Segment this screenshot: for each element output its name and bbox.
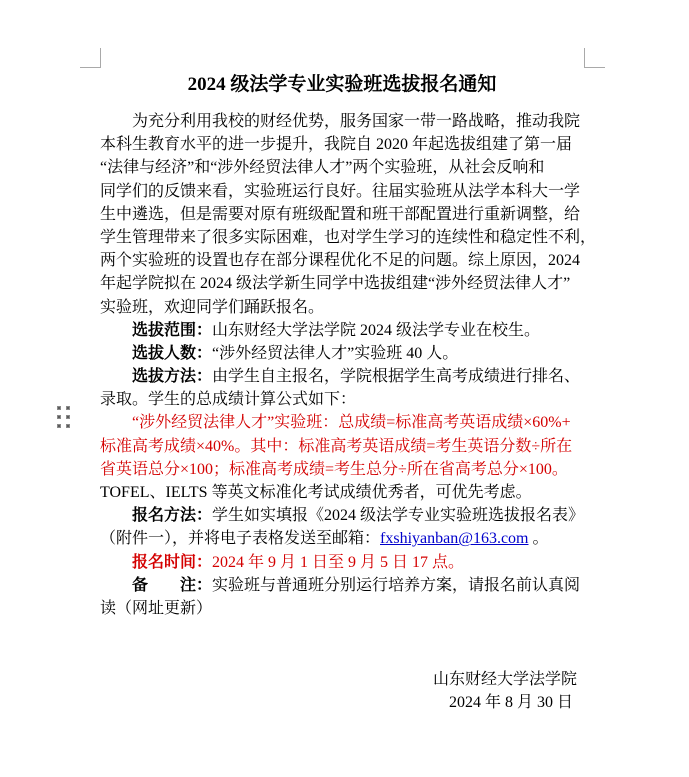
paragraph1-line: 两个实验班的设置也存在部分课程优化不足的问题。综上原因，2024 xyxy=(100,252,581,270)
apply-method-line2 xyxy=(100,527,584,550)
remark-text: 实验班与普通班分别运行培养方案，请报名前认真阅 xyxy=(212,576,581,594)
deadline-line xyxy=(100,551,584,574)
paragraph1-line: “法律与经济”和“涉外经贸法律人才”两个实验班，从社会反响和 xyxy=(100,159,545,177)
grip-dot xyxy=(57,424,61,428)
selection-method-label: 选拔方法： xyxy=(132,368,213,386)
formula-line: 省英语总分×100；标准高考成绩=考生总分÷所在省高考总分×100。 xyxy=(100,460,568,478)
apply-line2-suffix: 。 xyxy=(528,530,549,548)
selection-scope-line xyxy=(100,319,584,342)
paragraph1-line: 年起学院拟在 2024 级法学新生同学中选拔组建“涉外经贸法律人才” xyxy=(100,275,571,293)
paragraph1-line: 生中遴选，但是需要对原有班级配置和班干部配置进行重新调整，给 xyxy=(100,205,581,223)
signature-date: 2024 年 8 月 30 日 xyxy=(448,694,573,712)
remark-line xyxy=(100,574,584,597)
deadline-label: 报名时间： xyxy=(132,553,213,571)
paragraph1-line: 为充分利用我校的财经优势，服务国家一带一路战略，推动我院 xyxy=(132,113,581,130)
tofel-note-line: TOFEL、IELTS 等英文标准化考试成绩优秀者，可优先考虑。 xyxy=(100,484,532,501)
grip-dot xyxy=(66,424,70,428)
paragraph1-line: 实验班，欢迎同学们踊跃报名。 xyxy=(100,298,325,316)
apply-line2-prefix: （附件一），并将电子表格发送至邮箱： xyxy=(100,530,381,548)
selection-method-text: 由学生自主报名，学院根据学生高考成绩进行排名、 xyxy=(212,368,581,386)
remark-label: 备 注： xyxy=(132,576,213,594)
selection-count-line xyxy=(100,342,584,365)
apply-method-label: 报名方法： xyxy=(132,507,213,525)
signature-block xyxy=(100,668,584,714)
signature-organization: 山东财经大学法学院 xyxy=(432,671,577,689)
formula-line: “涉外经贸法律人才”实验班：总成绩=标准高考英语成绩×60%+ xyxy=(132,414,571,432)
grip-dot xyxy=(66,415,70,419)
email-link[interactable]: fxshiyanban@163.com xyxy=(380,530,529,548)
remark-line2: 读（网址更新） xyxy=(100,599,213,617)
selection-count-label: 选拔人数： xyxy=(132,344,213,362)
document-body xyxy=(100,72,597,715)
formula-line: 标准高考成绩×40%。其中：标准高考英语成绩=考生英语分数÷所在 xyxy=(100,437,573,455)
deadline-text: 2024 年 9 月 1 日至 9 月 5 日 17 点。 xyxy=(212,553,465,571)
paragraph1-line: 学生管理带来了很多实际困难，也对学生学习的连续性和稳定性不利， xyxy=(100,228,597,246)
margin-crop-mark-top-left-vertical xyxy=(100,48,101,68)
paragraph-drag-handle-icon[interactable] xyxy=(57,406,70,428)
selection-count-text: “涉外经贸法律人才”实验班 40 人。 xyxy=(212,344,459,362)
grip-dot xyxy=(57,406,61,410)
selection-scope-label: 选拔范围： xyxy=(132,321,213,339)
margin-crop-mark-top-left-horizontal xyxy=(80,67,101,68)
selection-method-line xyxy=(100,365,584,388)
grip-dot xyxy=(66,406,70,410)
apply-method-text: 学生如实填报《2024 级法学专业实验班选拔报名表》 xyxy=(212,507,585,525)
selection-method-line2: 录取。学生的总成绩计算公式如下： xyxy=(100,391,357,409)
margin-crop-mark-top-right-horizontal xyxy=(584,67,605,68)
grip-dot xyxy=(57,415,61,419)
margin-crop-mark-top-right-vertical xyxy=(584,48,585,68)
paragraph1-line: 本科生教育水平的进一步提升，我院自 2020 年起选拔组建了第一届 xyxy=(100,136,573,154)
document-title: 2024 级法学专业实验班选拔报名通知 xyxy=(187,74,497,95)
apply-method-line xyxy=(100,504,584,527)
paragraph1-line: 同学们的反馈来看，实验班运行良好。往届实验班从法学本科大一学 xyxy=(100,182,581,200)
selection-scope-text: 山东财经大学法学院 2024 级法学专业在校生。 xyxy=(212,321,541,339)
